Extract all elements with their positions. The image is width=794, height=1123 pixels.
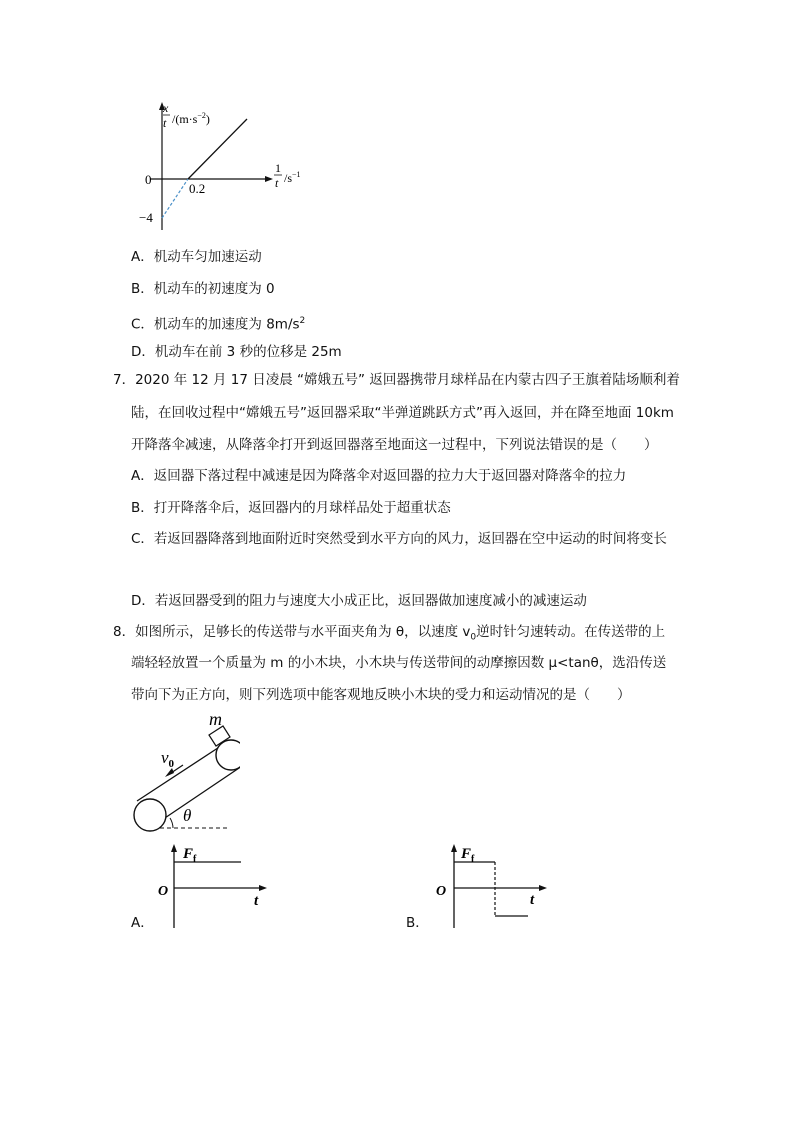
- belt-top: [137, 742, 227, 801]
- graph-b-y-label: $F_f$: [461, 846, 475, 865]
- y-label-unit: $/(m\cdot s^{-2})$: [172, 111, 210, 126]
- graph-a: [150, 840, 280, 930]
- graph-line: [188, 119, 247, 179]
- q7-stem-line2: 陆，在回收过程中“嫦娥五号”返回器采取“半弹道跳跃方式”再入返回，并在降至地面 10km: [131, 405, 674, 421]
- x-label-den: t: [275, 176, 279, 190]
- angle-arc: [170, 818, 173, 828]
- q8-stem-line2: 端轻轻放置一个质量为 m 的小木块，小木块与传送带间的动摩擦因数 μ<tanθ，选沿传送: [131, 655, 667, 671]
- q6-option-c: C．机动车的加速度为 $8m/s^2$: [131, 316, 306, 333]
- option-b-label: B．: [406, 915, 429, 931]
- option-a-label: A．: [131, 915, 154, 931]
- x-over-t-graph: [130, 98, 310, 238]
- graph-b-x-arrow: [539, 885, 547, 891]
- mass-label: m: [209, 709, 222, 729]
- y-tick-label: −4: [139, 210, 153, 225]
- q6-option-a: A．机动车匀加速运动: [131, 249, 262, 265]
- graph-b-x-label: t: [530, 892, 535, 908]
- q7-option-c: C．若返回器降落到地面附近时突然受到水平方向的风力，返回器在空中运动的时间将变长: [131, 531, 667, 547]
- q7-option-b: B．打开降落伞后，返回器内的月球样品处于超重状态: [131, 500, 451, 516]
- graph-a-x-label: t: [254, 893, 259, 909]
- dashed-extension: [162, 179, 188, 218]
- graph-a-y-arrow: [171, 844, 177, 852]
- origin-label: 0: [145, 172, 152, 187]
- q8-stem-line1: 8．如图所示，足够长的传送带与水平面夹角为 θ，以速度 $v_0$逆时针匀速转动。在传送带的上: [113, 624, 666, 643]
- upper-roller: [216, 740, 240, 770]
- x-label-num: 1: [275, 161, 281, 175]
- x-label-unit: $/s^{-1}$: [284, 170, 301, 185]
- q7-stem-line1: 7．2020 年 12 月 17 日凌晨 “嫦娥五号” 返回器携带月球样品在内蒙古四子王旗着陆场顺利着: [113, 372, 680, 388]
- x-axis-arrow: [265, 176, 273, 182]
- y-label-den: t: [163, 116, 167, 130]
- velocity-label: $v_0$: [161, 748, 175, 770]
- q7-stem-line3: 开降落伞减速，从降落伞打开到返回器落至地面这一过程中，下列说法错误的是（ ）: [131, 437, 658, 453]
- graph-a-y-label: $F_f$: [183, 846, 197, 865]
- graph-a-x-arrow: [259, 885, 267, 891]
- graph-b-origin: O: [436, 884, 447, 899]
- graph-a-origin: O: [158, 884, 169, 899]
- x-tick-label: 0.2: [189, 181, 206, 196]
- conveyor-belt-figure: [125, 705, 240, 835]
- lower-roller: [134, 799, 166, 831]
- graph-b: [430, 840, 560, 930]
- graph-b-y-arrow: [451, 844, 457, 852]
- q7-option-d: D．若返回器受到的阻力与速度大小成正比，返回器做加速度减小的减速运动: [131, 593, 587, 609]
- angle-label: θ: [183, 806, 192, 825]
- q8-stem-line3: 带向下为正方向，则下列选项中能客观地反映小木块的受力和运动情况的是（ ）: [131, 687, 631, 703]
- q6-option-d: D．机动车在前 3 秒的位移是 25m: [131, 344, 342, 360]
- q7-option-a: A．返回器下落过程中减速是因为降落伞对返回器的拉力大于返回器对降落伞的拉力: [131, 468, 627, 484]
- q6-option-b: B．机动车的初速度为 0: [131, 281, 275, 297]
- y-label-num: x: [163, 101, 169, 115]
